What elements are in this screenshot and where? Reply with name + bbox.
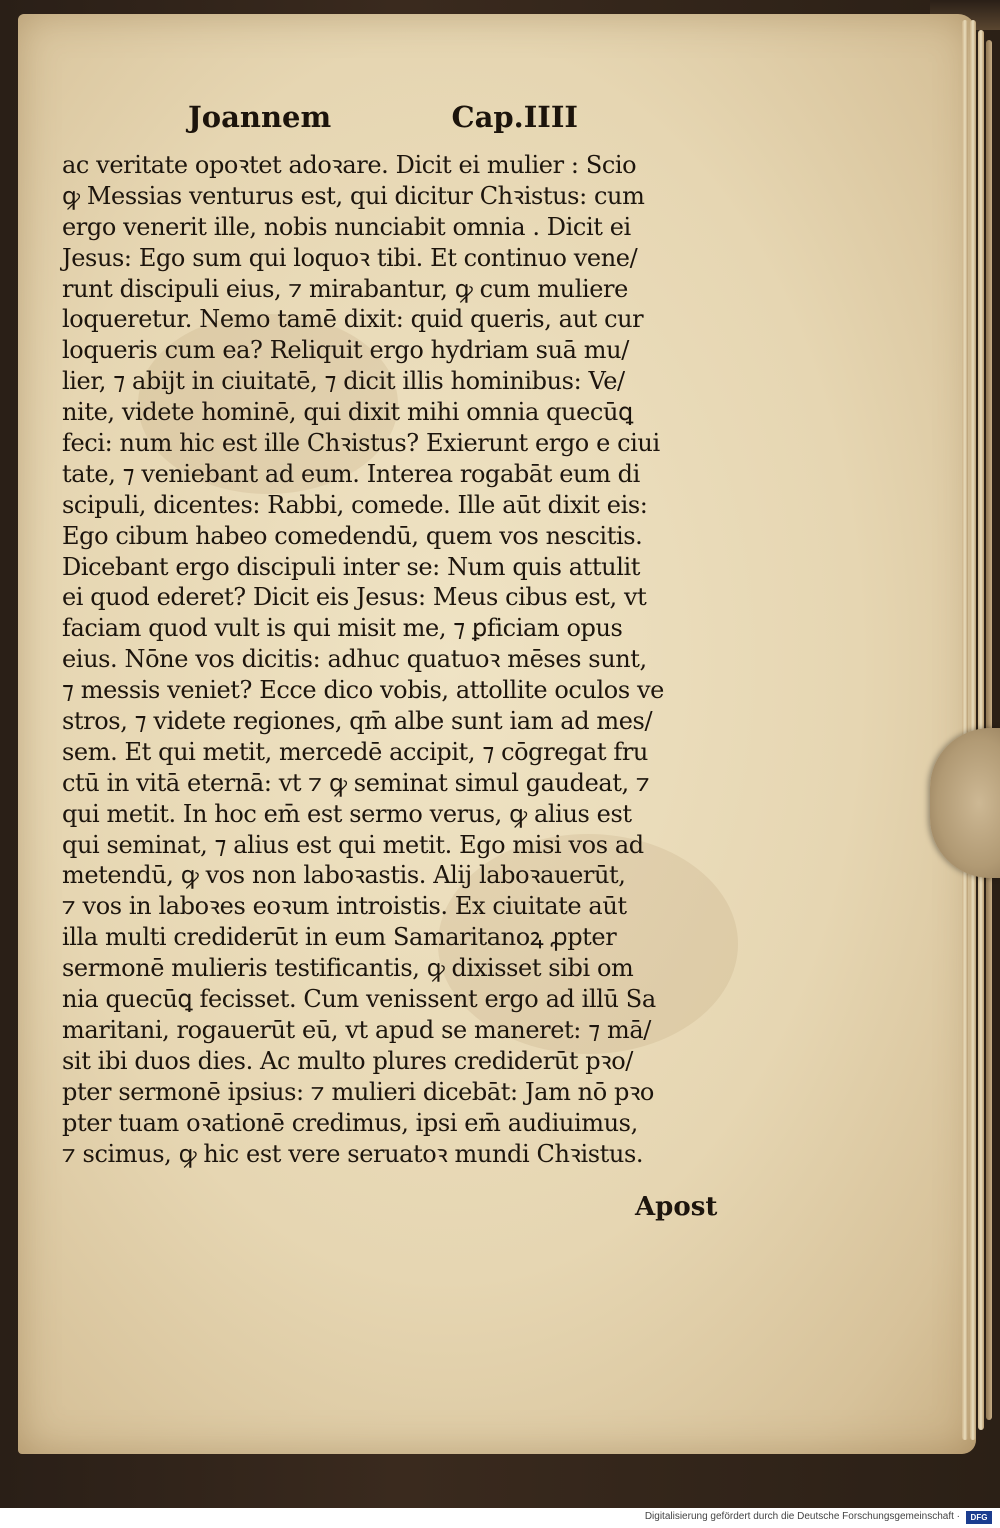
text-line: pter sermonē ipsius: ⁊ mulieri dicebāt: Jam nō pꝛo [62,1077,654,1106]
catchword: Apost [635,1192,718,1222]
text-line: ac veritate opoꝛtet adoꝛare. Dicit ei mulier : Scio [62,151,637,179]
text-line: runt discipuli eius, ⁊ mirabantur, ꝙ cum muliere [62,274,628,303]
text-line: nite, videte hominē, qui dixit mihi omnia quecūꝗ [62,398,633,427]
running-head [188,100,578,140]
text-line: sem. Et qui metit, mercedē accipit, ⁊ cōgregat fru [62,737,648,766]
body-text [62,150,742,1169]
text-line: qui metit. In hoc em̄ est sermo verus, ꝙ alius est [62,799,632,828]
text-line: ergo venerit ille, nobis nunciabit omnia . Dicit ei [62,212,631,241]
text-line: Dicebant ergo discipuli inter se: Num quis attulit [62,552,641,581]
text-line: ⁊ vos in laboꝛes eoꝛum introistis. Ex ciuitate aūt [62,892,627,921]
text-line: tate, ⁊ veniebant ad eum. Interea rogabāt eum di [62,459,640,488]
dfg-logo: DFG [966,1511,992,1524]
running-head-right: Cap.IIII [451,100,578,134]
text-line: faciam quod vult is qui misit me, ⁊ ꝑficiam opus [62,614,623,643]
text-line: nia quecūꝗ fecisset. Cum venissent ergo ad illū Sa [62,985,656,1014]
text-line: qui seminat, ⁊ alius est qui metit. Ego misi vos ad [62,830,644,859]
funding-notice: Digitalisierung gefördert durch die Deutsche Forschungsgemeinschaft · [644,1511,960,1522]
text-line: Jesus: Ego sum qui loquoꝛ tibi. Et continuo vene/ [62,243,638,272]
footer-bar [0,1508,1000,1528]
text-line: loqueretur. Nemo tamē dixit: quid queris, aut cur [62,305,644,334]
text-line: ⁊ scimus, ꝙ hic est vere seruatoꝛ mundi Chꝛistus. [62,1139,644,1168]
text-line: Ego cibum habeo comedendū, quem vos nescitis. [62,521,643,550]
text-line: lier, ⁊ abijt in ciuitatē, ⁊ dicit illis hominibus: Ve/ [62,367,625,396]
text-line: eius. Nōne vos dicitis: adhuc quatuoꝛ mēses sunt, [62,645,647,674]
text-line: scipuli, dicentes: Rabbi, comede. Ille aūt dixit eis: [62,490,648,519]
text-line: metendū, ꝙ vos non laboꝛastis. Alij laboꝛauerūt, [62,861,626,890]
text-line: ꝙ Messias venturus est, qui dicitur Chꝛistus: cum [62,181,645,210]
text-line: feci: num hic est ille Chꝛistus? Exierunt ergo e ciui [62,429,660,458]
text-line: pter tuam oꝛationē credimus, ipsi em̄ audiuimus, [62,1108,638,1137]
running-head-left: Joannem [188,100,332,134]
text-line: stros, ⁊ videte regiones, qm̄ albe sunt iam ad mes/ [62,707,653,736]
text-line: ⁊ messis veniet? Ecce dico vobis, attollite oculos ve [62,676,664,705]
text-line: loqueris cum ea? Reliquit ergo hydriam suā mu/ [62,336,629,365]
text-line: illa multi crediderūt in eum Samaritanoꝝ ꝓpter [62,923,617,952]
page-edge [962,20,968,1440]
text-line: maritani, rogauerūt eū, vt apud se maneret: ⁊ mā/ [62,1015,651,1044]
text-line: sermonē mulieris testificantis, ꝙ dixisset sibi om [62,954,634,983]
text-line: sit ibi duos dies. Ac multo plures crediderūt pꝛo/ [62,1046,633,1075]
text-line: ei quod ederet? Dicit eis Jesus: Meus cibus est, vt [62,583,647,612]
text-line: ctū in vitā eternā: vt ⁊ ꝙ seminat simul gaudeat, ⁊ [62,768,650,797]
